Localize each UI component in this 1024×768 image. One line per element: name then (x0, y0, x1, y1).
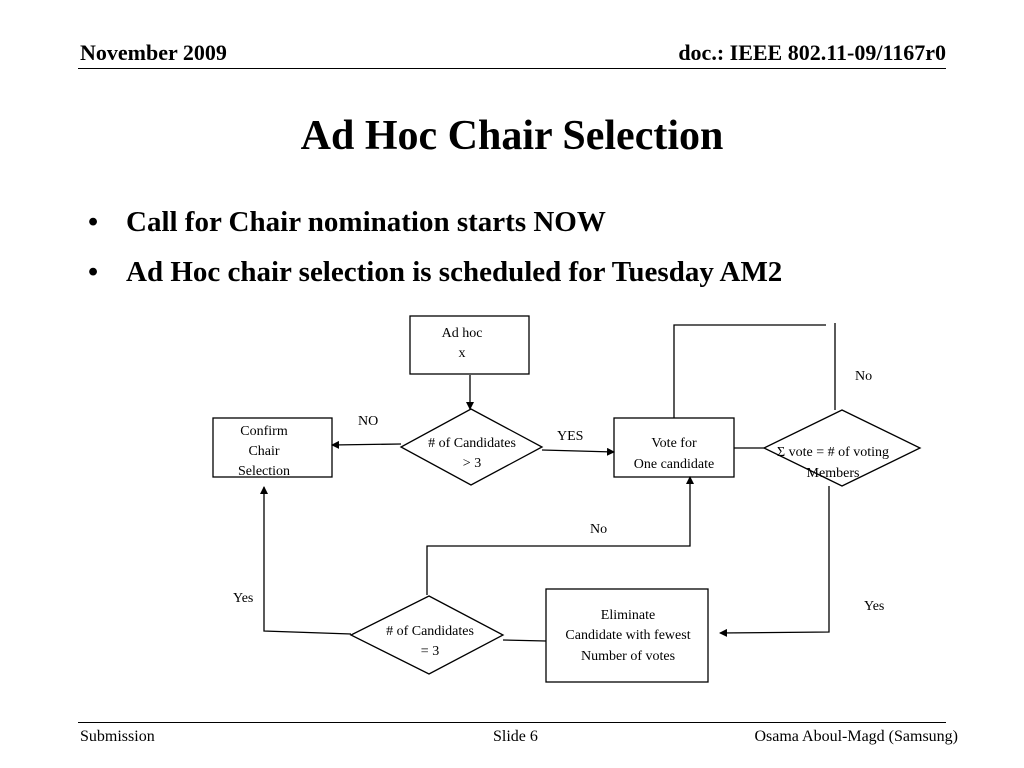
confirm-box-line-3: Selection (237, 464, 291, 479)
arrow-sum-yes-to-eliminate (720, 486, 829, 633)
footer-rule (78, 722, 946, 723)
start-box (410, 316, 529, 374)
label-no-middle: No (590, 522, 608, 537)
eliminate-box-line-3: Number of votes (580, 649, 676, 664)
label-yes-upper: YES (557, 429, 584, 444)
eliminate-box-line-1: Eliminate (600, 608, 656, 623)
footer-author: Osama Aboul-Magd (Samsung) (754, 728, 958, 745)
arrow-no-to-confirm (332, 444, 401, 445)
decision-eq3-line-1: # of Candidates (386, 624, 474, 639)
bullet-text: Ad Hoc chair selection is scheduled for Tuesday AM2 (126, 256, 783, 288)
vote-box (614, 418, 734, 477)
bullet-text: Call for Chair nomination starts NOW (126, 206, 606, 238)
arrow-yes-to-vote (542, 450, 614, 452)
decision-candidates-gt-3 (401, 409, 542, 485)
confirm-chair-box (213, 418, 332, 479)
decision-gt3-line-2: > 3 (462, 456, 482, 471)
label-yes-right: Yes (864, 599, 885, 614)
bullet-dot-icon: • (88, 206, 99, 238)
bullet-dot-icon: • (88, 256, 99, 288)
decision-vote-sum (764, 410, 920, 486)
footer-slide-number: Slide 6 (493, 728, 538, 745)
header-doc-id: doc.: IEEE 802.11-09/1167r0 (678, 40, 946, 65)
start-box-line-2: x (458, 346, 466, 361)
eliminate-box (546, 589, 708, 682)
arrow-eq3-yes-to-confirm (264, 487, 351, 634)
slide-title: Ad Hoc Chair Selection (300, 113, 724, 159)
eliminate-box-line-2: Candidate with fewest (565, 628, 691, 643)
vote-box-line-1: Vote for (651, 436, 697, 451)
confirm-box-line-2: Chair (248, 444, 280, 459)
decision-candidates-eq-3 (351, 596, 503, 674)
start-box-line-1: Ad hoc (441, 326, 483, 341)
line-loop-to-vote (674, 325, 826, 418)
header-date: November 2009 (80, 40, 227, 65)
line-eliminate-to-eq3 (503, 640, 546, 641)
decision-gt3-line-1: # of Candidates (428, 436, 516, 451)
decision-eq3-line-2: = 3 (420, 644, 440, 659)
decision-vote-line-1: Σ vote = # of voting (776, 445, 890, 460)
vote-box-line-2: One candidate (633, 457, 715, 472)
confirm-box-line-1: Confirm (240, 424, 288, 439)
footer-submission: Submission (80, 728, 155, 745)
decision-vote-line-2: Members (806, 466, 860, 481)
arrow-eq3-no-to-vote (427, 477, 690, 595)
label-yes-left: Yes (233, 591, 254, 606)
label-no-right: No (855, 369, 873, 384)
label-no-upper: NO (358, 414, 379, 429)
